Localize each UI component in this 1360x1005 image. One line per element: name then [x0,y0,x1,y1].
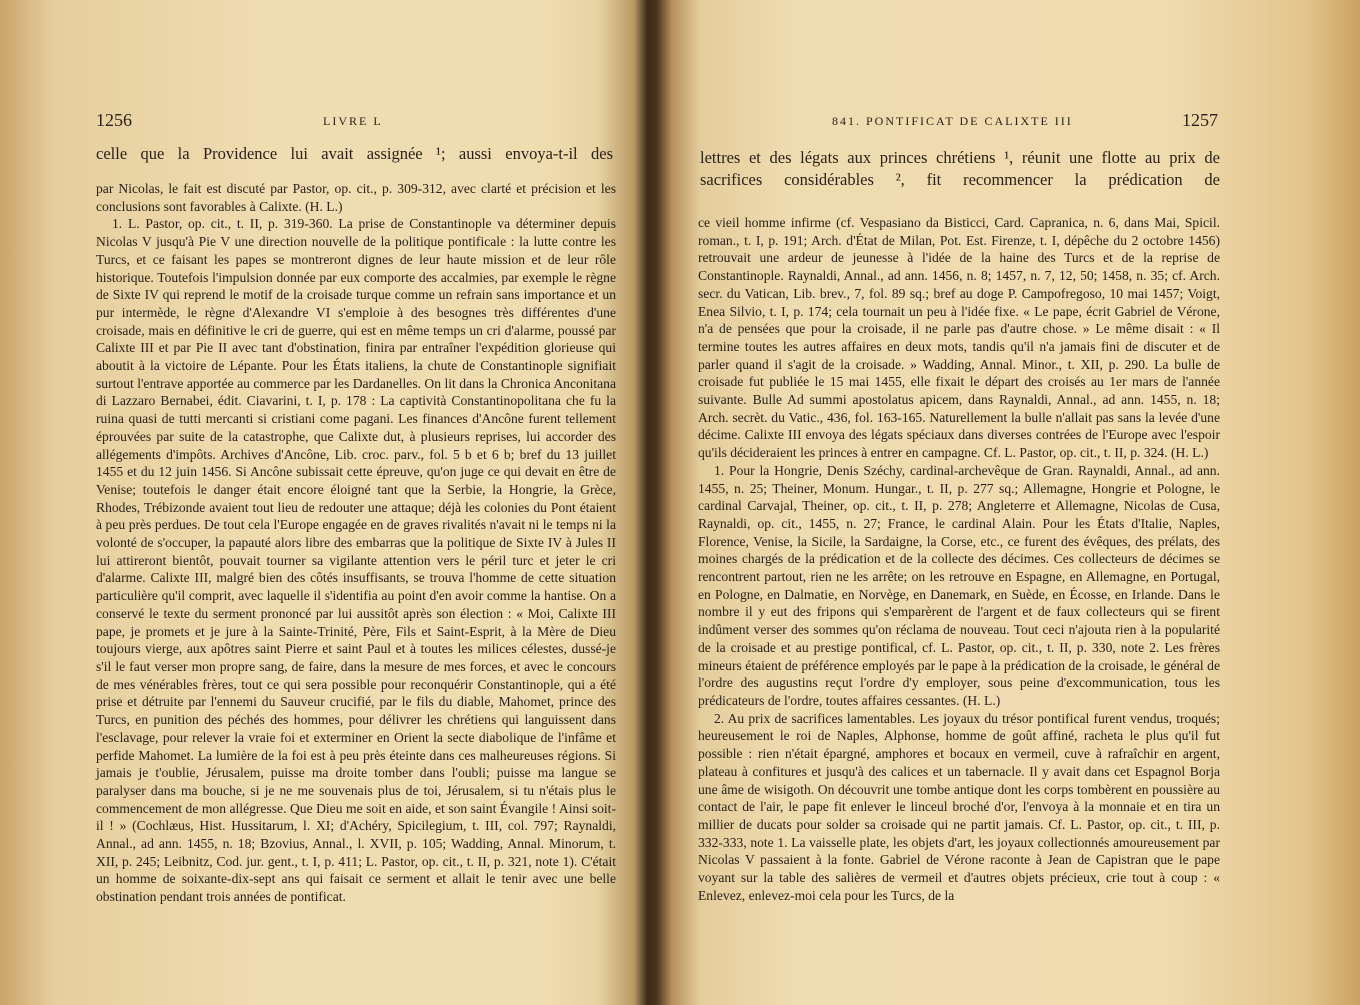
right-running-title: 841. PONTIFICAT DE CALIXTE III [832,114,1073,128]
right-page-number: 1257 [1182,110,1218,130]
right-footnotes [698,214,1220,904]
right-body-text: lettres et des légats aux princes chrétiens ¹, réunit une flotte au prix de sacrifices considérables ², fit recommencer la prédication de [700,148,1220,189]
left-footnotes [96,180,616,906]
left-running-title: LIVRE L [323,114,383,128]
right-footnote-1: 1. Pour la Hongrie, Denis Széchy, cardinal-archevêque de Gran. Raynaldi, Annal., ad ann. 1455, n. 25; Theiner, Monum. Hungar., t. II, p. 277 sq.; Allemagne, Hongrie et Pologne, le cardinal Carvajal, Theiner, op. cit., t. II, p. 278; Angleterre et Allemagne, Nicolas de Cusa, Raynaldi, op. cit., 1455, n. 27; France, le cardinal Alain. Pour les États d'Italie, Naples, Florence, Venise, la Sicile, la Sardaigne, la Corse, etc., ce furent des évêques, des prélats, des moines chargés de la prédication et de la collecte des décimes. Ces collecteurs de décimes se rencontrent partout, rien ne les arrête; on les retrouve en Espagne, en Allemagne, en Portugal, en Pologne, en Dalmatie, en Norvège, en Danemark, en Suède, en Écosse, en Irlande. Dans le nombre il y eut des fripons qui s'emparèrent de l'argent et de faux collecteurs qui se firent indûment verser des sommes qu'on réclama de nouveau. Tout ceci n'ajouta rien à la popularité de la croisade et au prestige pontifical, cf. L. Pastor, op. cit., t. II, p. 330, note 2. Les frères mineurs étaient de préférence employés par le pape à la prédication de la croisade, le général de l'ordre des augustins reçut l'ordre d'y employer, sous peine d'excommunication, tous les prédicateurs de l'ordre, toutes affaires cessantes. (H. L.) [698,462,1220,708]
right-footnote-continued: ce vieil homme infirme (cf. Vespasiano da Bisticci, Card. Capranica, n. 6, dans Mai, Spicil. roman., t. I, p. 191; Arch. d'État de Milan, Pot. Est. Firenze, t. I, dépêche du 2 octobre 1456) retrouvait une ardeur de jeunesse à l'idée de la haine des Turcs et de la reprise de Constantinople. Raynaldi, Annal., ad ann. 1456, n. 8; 1457, n. 7, 12, 50; 1458, n. 35; cf. Arch. secr. du Vatican, Lib. brev., 7, fol. 89 sq.; bref au doge P. Campofregoso, 10 mai 1457; Voigt, Enea Silvio, t. I, p. 174; cela tournait un peu à l'idée fixe. « Le pape, écrit Gabriel de Vérone, n'a de pensées que pour la croisade, il ne parle pas d'autre chose. » Le même disait : « Il termine toutes les autres affaires en deux mots, tandis qu'il n'a jamais fini de discuter et de parler quand il s'agit de la croisade. » Wadding, Annal. Minor., t. XII, p. 290. La bulle de croisade fut publiée le 15 mai 1455, elle fixait le départ des croisés au 1er mars de l'année suivante. Bulle Ad summi apostolatus apicem, dans Raynaldi, Annal., ad ann. 1455, n. 18; Arch. secrèt. du Vatic., 436, fol. 163-165. Naturellement la bulle n'allait pas sans la levée d'une décime. Calixte III envoya des légats spéciaux dans diverses contrées de l'Europe avec l'espoir qu'ils décideraient les princes à entrer en campagne. Cf. L. Pastor, op. cit., t. II, p. 324. (H. L.) [698,215,1220,461]
left-page-number: 1256 [96,110,132,130]
left-body-text: celle que la Providence lui avait assignée ¹; aussi envoya-t-il des [96,144,613,163]
right-page [664,0,1360,1005]
left-footnote-1: 1. L. Pastor, op. cit., t. II, p. 319-360. La prise de Constantinople va déterminer depuis Nicolas V jusqu'à Pie V une direction nouvelle de la politique pontificale : la lutte contre les Turcs, et ce faisant les papes se montreront dignes de leur haute mission et de leur rôle historique. Toutefois l'impulsion donnée par eux comporte des accalmies, par exemple le règne de Sixte IV qui reprend le motif de la croisade turque comme un refrain sans importance et un pur intermède, le règne d'Alexandre VI s'emploie à des besognes très différentes d'une croisade, mais en définitive le cri de guerre, qui est en même temps un cri d'alarme, poussé par Calixte III et par Pie II avec tant d'obstination, finira par entraîner l'expédition glorieuse qui aboutit à la victoire de Lépante. Pour les États italiens, la chute de Constantinople signifiait surtout l'entrave apportée au commerce par les Dardanelles. On lit dans la Chronica Anconitana di Lazzaro Bernabei, édit. Ciavarini, t. I, p. 178 : La captività Constantinopolitana che fu la ruina quasi de tutti mercanti si cristiani come pagani. Les finances d'Ancône furent tellement éprouvées par suite de la catastrophe, que Calixte dut, à plusieurs reprises, lui accorder des allégements d'impôts. Archives d'Ancône, Lib. croc. parv., fol. 5 b et 6 b; bref du 13 juillet 1455 et du 12 juin 1456. Si Ancône subissait cette épreuve, qu'on juge ce qui devait en être de Venise; toutefois le danger était encore éloigné tant que la Serbie, la Hongrie, la Grèce, Rhodes, Trébizonde avaient tout lieu de redouter une attaque; déjà les colonies du Pont étaient à peu près perdues. De tout cela l'Europe engagée en de graves rivalités n'avait ni le temps ni la volonté de s'occuper, la papauté alors libre des embarras que la politique de Sixte IV à Jules II lui attireront bientôt, pouvait tourner sa vigilante attention vers le péril turc et jeter le cri d'alarme. Calixte III, malgré bien des côtés insuffisants, se trouva l'homme de cette situation particulière qu'il comprit, avec laquelle il s'identifia au point d'en avoir comme la hantise. On a conservé le texte du serment prononcé par lui aussitôt après son élection : « Moi, Calixte III pape, je promets et je jure à la Sainte-Trinité, Père, Fils et Saint-Esprit, à la Mère de Dieu toujours vierge, aux apôtres saint Pierre et saint Paul et à toutes les milices célestes, dussé-je s'il le faut verser mon propre sang, de faire, dans la mesure de mes forces, et avec le concours de mes vénérables frères, tout ce qui sera possible pour reconquérir Constantinople, qui a été prise et détruite par l'ennemi du Sauveur crucifié, par le fils du diable, Mahomet, prince des Turcs, en punition des péchés des hommes, pour délivrer les chrétiens qui languissent dans l'esclavage, pour relever la vraie foi et exterminer en Orient la secte diabolique de l'infâme et perfide Mahomet. La lumière de la foi est à peu près éteinte dans ces malheureuses régions. Si jamais je t'oublie, Jérusalem, puisse ma droite tomber dans l'oubli; puisse ma langue se paralyser dans ma bouche, si je ne me souvenais plus de toi, Jérusalem, si tu n'étais plus le commencement de mon allégresse. Que Dieu me soit en aide, et son saint Évangile ! Ainsi soit-il ! » (Cochlæus, Hist. Hussitarum, l. XI; d'Achéry, Spicilegium, t. III, col. 797; Raynaldi, Annal., ad ann. 1455, n. 18; Bzovius, Annal., l. XVII, p. 105; Wadding, Annal. Minorum, t. XII, p. 245; Leibnitz, Cod. jur. gent., t. I, p. 411; L. Pastor, op. cit., t. II, p. 321, note 1). C'était un homme de soixante-dix-sept ans qui faisait ce serment et allait le tenir avec une belle obstination pendant trois années de pontificat. [96,216,616,905]
left-page [0,0,636,1005]
left-footnote-continued: par Nicolas, le fait est discuté par Pastor, op. cit., p. 309-312, avec clarté et précision et les conclusions sont favorables à Calixte. (H. L.) [96,181,616,214]
right-footnote-2: 2. Au prix de sacrifices lamentables. Les joyaux du trésor pontifical furent vendus, troqués; heureusement le roi de Naples, Alphonse, homme de goût affiné, racheta le plus qu'il fut possible : rien n'était épargné, amphores et bocaux en vermeil, cuve à rafraîchir en argent, plateau à confitures et jusqu'à des calices et un tabernacle. Il y avait dans cet Espagnol Borja une âme de wisigoth. On découvrit une tombe antique dont les corps tombèrent en poussière au contact de l'air, le pape fit enlever le linceul broché d'or, l'envoya à la monnaie et en tira un millier de ducats pour solder sa croisade qui ne partit jamais. Cf. L. Pastor, op. cit., t. III, p. 332-333, note 1. La vaisselle plate, les objets d'art, les joyaux collectionnés amoureusement par Nicolas V passaient à la fonte. Gabriel de Vérone raconte à Jean de Capistran que le pape voyant sur la table des salières de vermeil et d'autres objets précieux, criе tout à coup : « Enlevez, enlevez-moi cela pour les Turcs, de la [698,710,1220,903]
